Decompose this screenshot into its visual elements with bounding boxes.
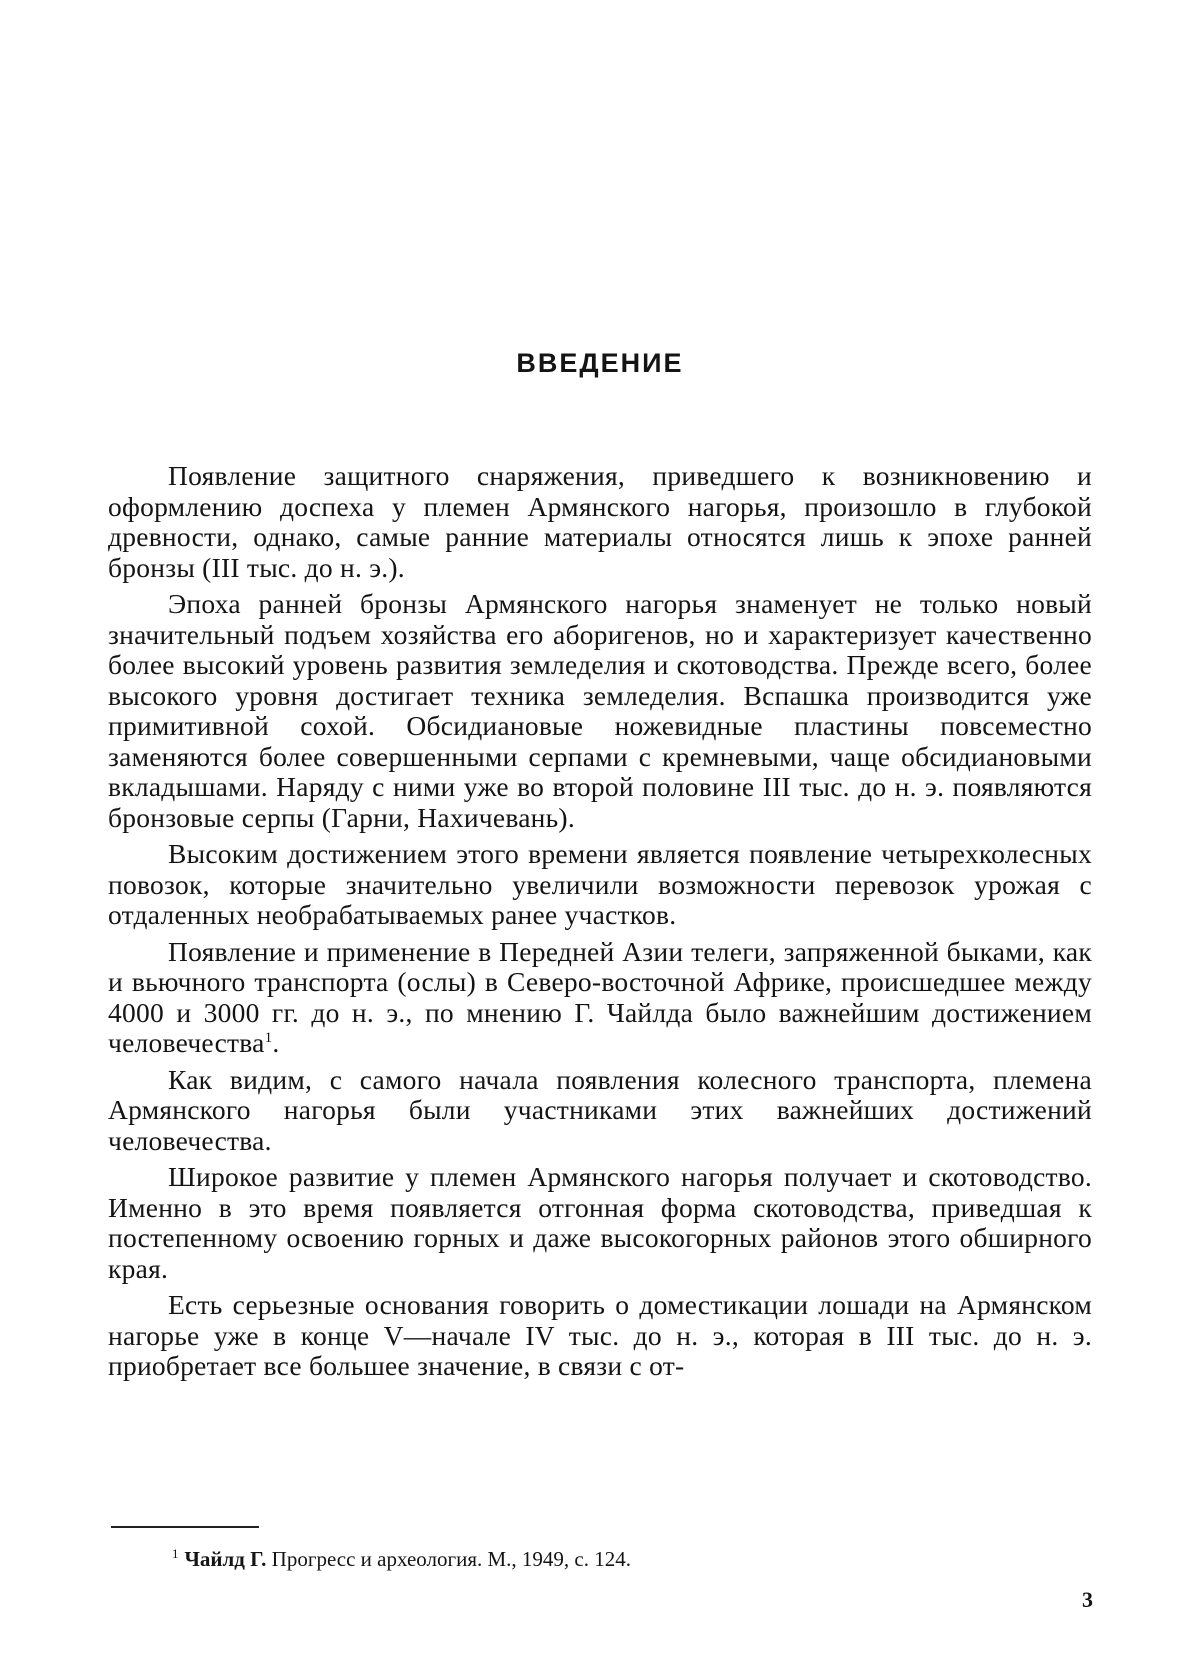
footnote-reference: 1 bbox=[264, 1029, 273, 1046]
footnote-text: Прогресс и археология. М., 1949, с. 124. bbox=[266, 1547, 631, 1571]
paragraph-7: Есть серьезные основания говорить о доместикации лошади на Армянском нагорье уже в конце V—начале IV тыс. до н. э., которая в III тыс. до н. э. приобретает все большее значение, в связи с от- bbox=[108, 1289, 1092, 1381]
footnote-author: Чайлд Г. bbox=[184, 1547, 267, 1571]
paragraph-4-tail: . bbox=[272, 1027, 280, 1058]
footnote-divider bbox=[111, 1526, 259, 1528]
footnote bbox=[172, 1541, 631, 1572]
paragraph-3: Высоким достижением этого времени является появление четырехколесных повозок, которые значительно увеличили возможности перевозок урожая с отдаленных необрабатываемых ранее участков. bbox=[108, 838, 1092, 930]
page-number: 3 bbox=[1082, 1587, 1093, 1612]
footnote-mark: 1 bbox=[172, 1546, 179, 1561]
paragraph-2: Эпоха ранней бронзы Армянского нагорья знаменует не только новый значительный подъем хозяйства его аборигенов, но и характеризует качественно более высокий уровень развития земледелия и скотоводства. Прежде всего, более высокого уровня достигает техника земледелия. Вспашка производится уже примитивной сохой. Обсидиановые ножевидные пластины повсеместно заменяются более совершенными серпами с кремневыми, чаще обсидиановыми вкладышами. Наряду с ними уже во второй половине III тыс. до н. э. появляются бронзовые серпы (Гарни, Нахичевань). bbox=[108, 588, 1092, 833]
chapter-heading: ВВЕДЕНИЕ bbox=[516, 348, 684, 378]
paragraph-6: Широкое развитие у племен Армянского нагорья получает и скотоводство. Именно в это время появляется отгонная форма скотоводства, приведшая к постепенному освоению горных и даже высокогорных районов этого обширного края. bbox=[108, 1161, 1092, 1284]
paragraph-1: Появление защитного снаряжения, приведшего к возникновению и оформлению доспеха у племен Армянского нагорья, произошло в глубокой древности, однако, самые ранние материалы относятся лишь к эпохе ранней бронзы (III тыс. до н. э.). bbox=[108, 460, 1092, 583]
paragraph-4 bbox=[108, 937, 1092, 1059]
paragraph-4-text: Появление и применение в Передней Азии телеги, запряженной быками, как и вьючного транспорта (ослы) в Северо-восточной Африке, происшедшее между 4000 и 3000 гг. до н. э., по мнению Г. Чайлда было важнейшим достижением человечества bbox=[108, 935, 1092, 1058]
body-text bbox=[108, 461, 1092, 1388]
paragraph-5: Как видим, с самого начала появления колесного транспорта, племена Армянского нагорья были участниками этих важнейших достижений человечества. bbox=[108, 1063, 1092, 1156]
